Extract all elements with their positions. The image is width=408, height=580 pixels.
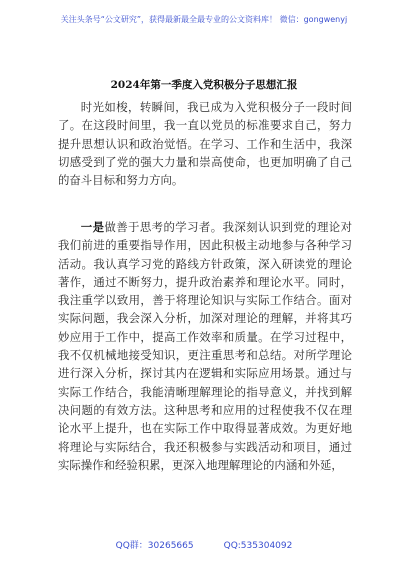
- paragraph-learner: [58, 218, 352, 474]
- footer-qq: QQ:535304092: [223, 541, 293, 551]
- paragraph-intro: [58, 98, 352, 189]
- paragraph-learner-body: 做善于思考的学习者。我深刻认识到党的理论对我们前进的重要指导作用，因此积极主动地参与各种学习活动。我认真学习党的路线方针政策，深入研读党的理论著作，通过不断努力，提升政治素养和理论水平。同时，我注重学以致用，善于将理论知识与实际工作结合。面对实际问题，我会深入分析，加深对理论的理解，并将其巧妙应用于工作中，提高工作效率和质量。在学习过程中，我不仅机械地接受知识，更注重思考和总结。对所学理论进行深入分析，探讨其内在逻辑和实际应用场景。通过与实际工作结合，我能清晰理解理论的指导意义，并找到解决问题的有效方法。这种思考和应用的过程使我不仅在理论水平上提升，也在实际工作中取得显著成效。为更好地将理论与实际结合，我还积极参与实践活动和项目，通过实际操作和经验积累，更深入地理解理论的内涵和外延，: [58, 220, 352, 472]
- document-title: 2024年第一季度入党积极分子思想汇报: [110, 79, 298, 91]
- header-banner: 关注头条号“公文研究”，获得最新最全最专业的公文资料库！ 微信：gongwenyj: [60, 15, 348, 24]
- paragraph-learner-text: [58, 218, 352, 474]
- paragraph-lead-label: 一是: [80, 220, 105, 234]
- footer-qq-group: QQ群：30265665: [115, 541, 194, 551]
- footer-contact: [0, 540, 408, 552]
- paragraph-intro-text: 时光如梭，转瞬间，我已成为入党积极分子一段时间了。在这段时间里，我一直以党员的标准要求自己，努力提升思想认识和政治觉悟。在学习、工作和生活中，我深切感受到了党的强大力量和崇高使命，也更加明确了自己的奋斗目标和努力方向。: [58, 100, 352, 188]
